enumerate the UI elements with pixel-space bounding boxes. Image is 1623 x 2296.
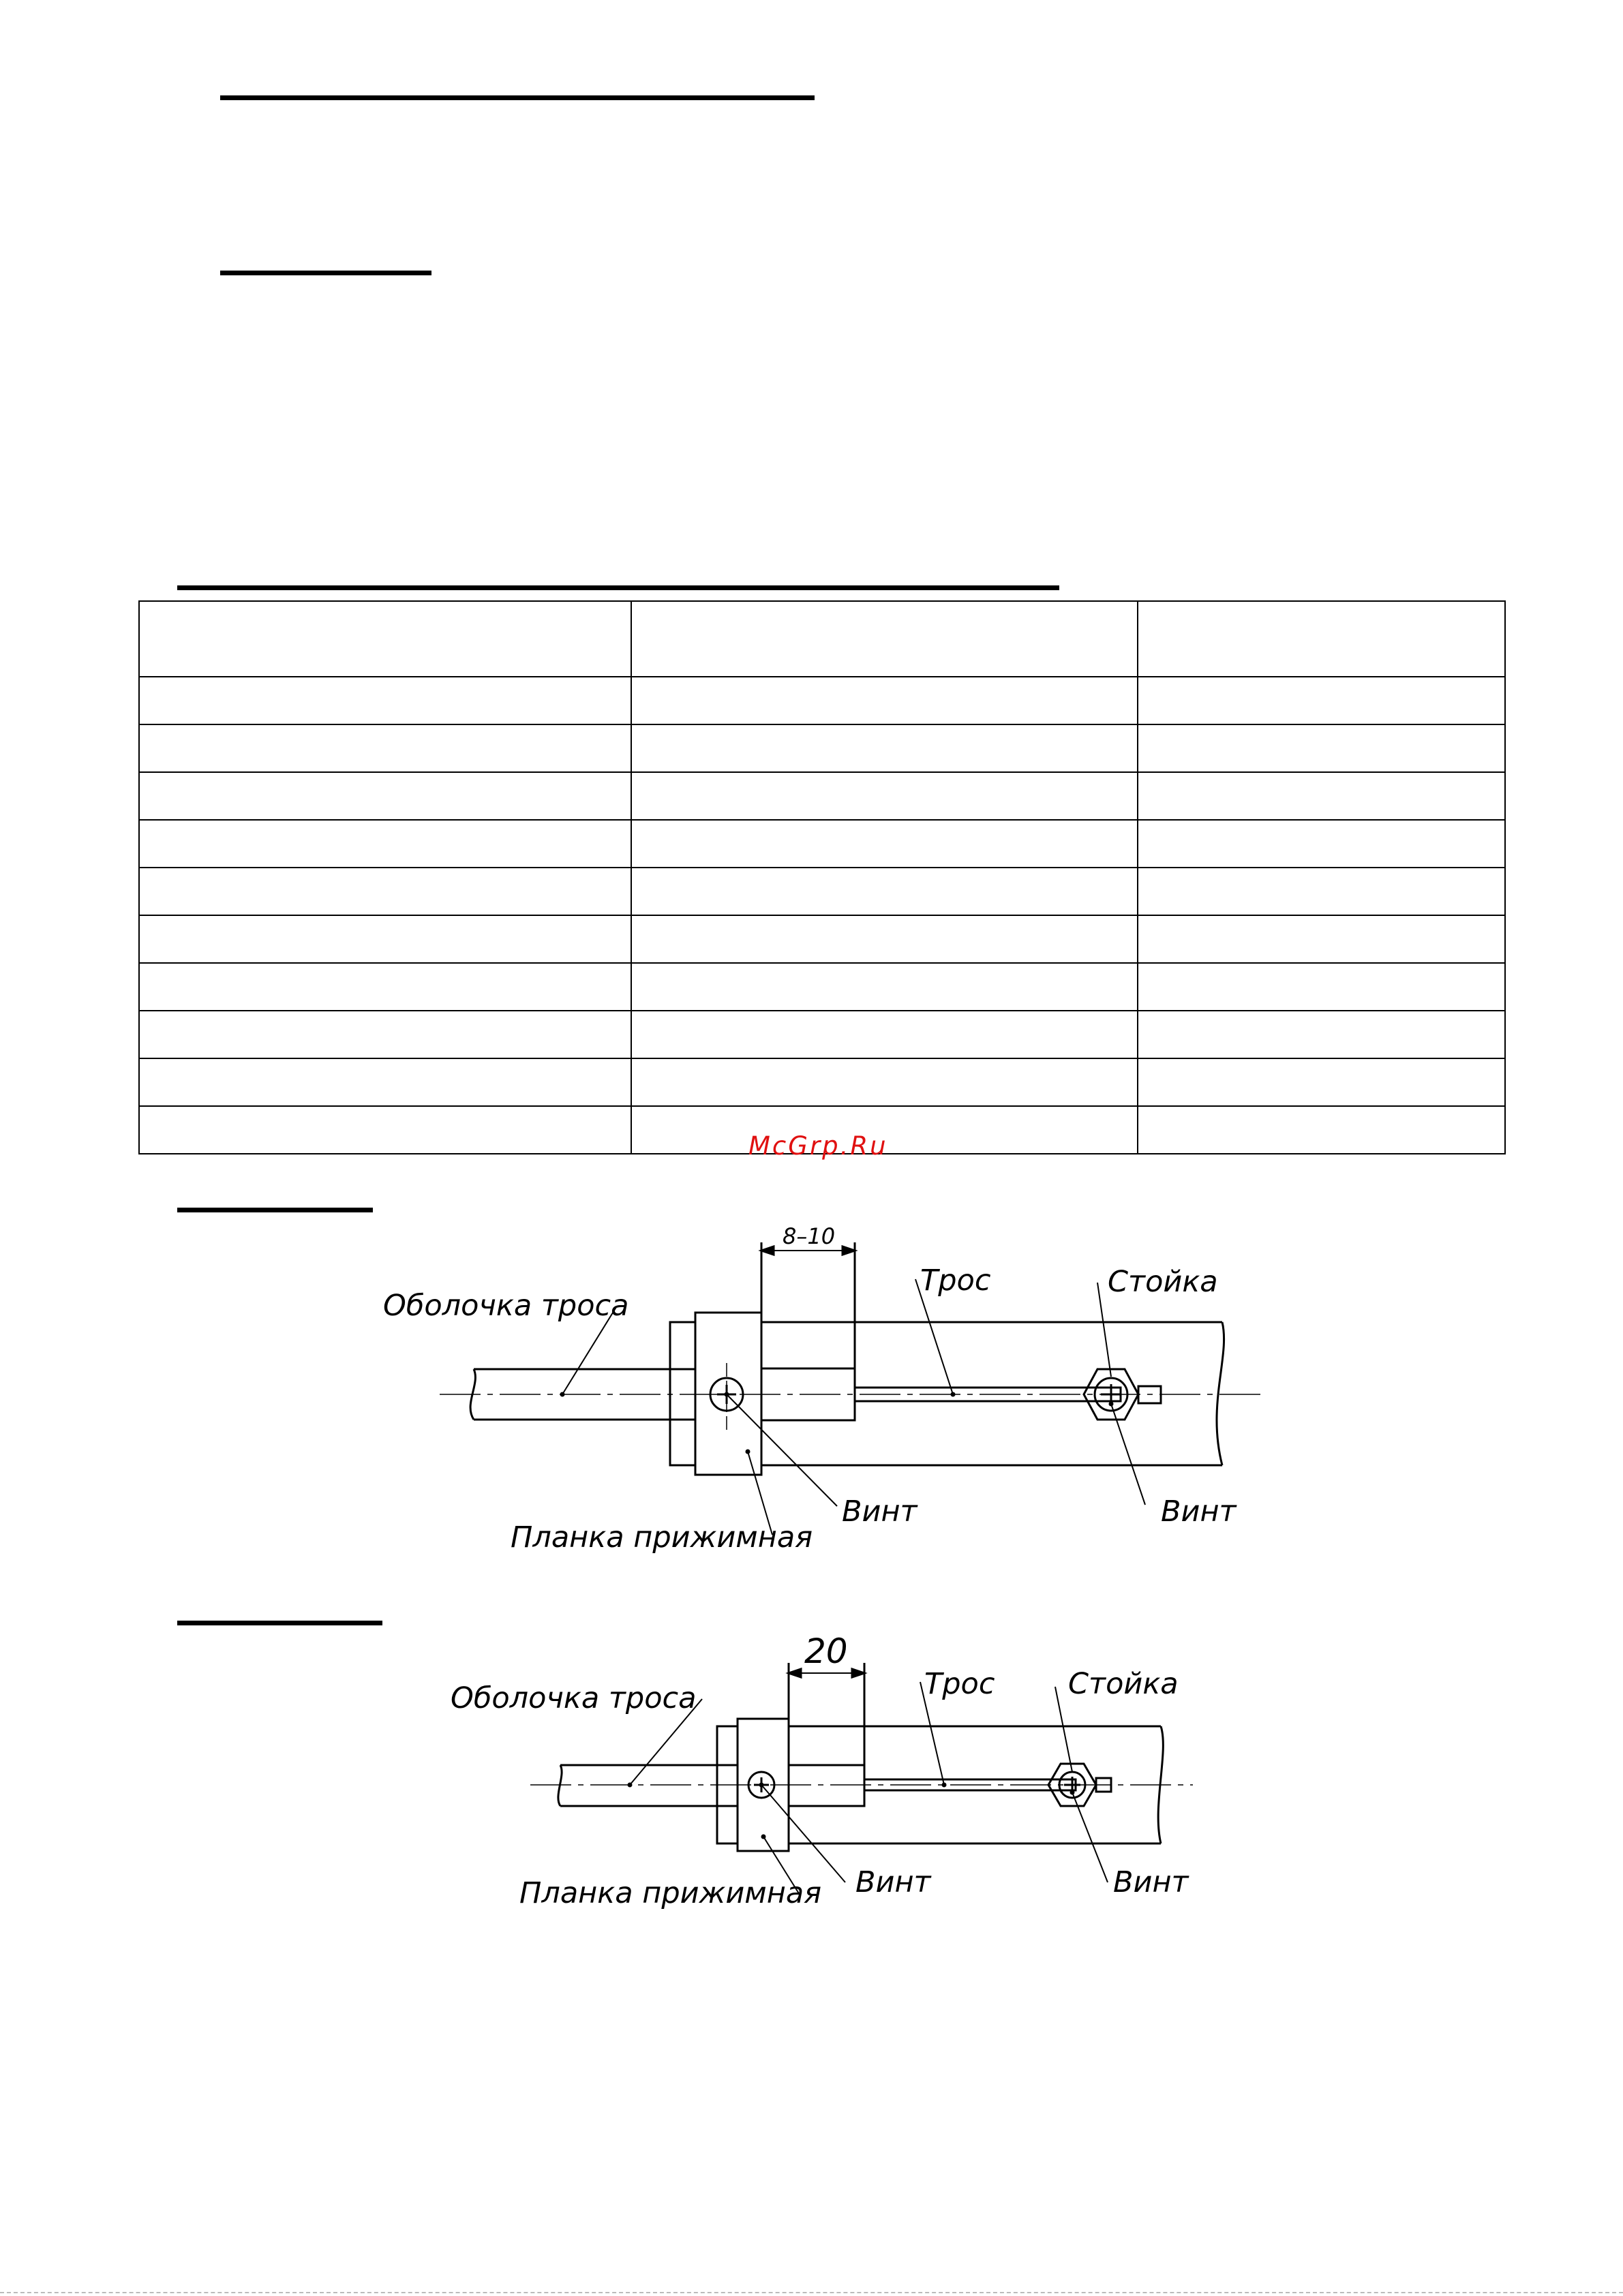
label-post: Стойка [1068,1667,1179,1701]
label-screw-post: Винт [1113,1865,1189,1899]
bracket-back [670,1322,695,1465]
dimension-8-10: 8–10 [783,1223,836,1249]
label-cable-sheath: Оболочка троса [383,1289,629,1323]
block [789,1765,864,1806]
label-screw-clamp: Винт [842,1495,917,1529]
label-screw-clamp: Винт [855,1865,931,1899]
page-bottom-edge [0,2292,1623,2293]
body [761,1322,1224,1465]
cable-sheath [558,1765,738,1806]
label-clamp-plate: Планка прижимная [519,1876,822,1910]
label-post: Стойка [1108,1265,1218,1299]
figure2-drawing [0,1567,1623,1949]
label-cable: Трос [920,1264,991,1298]
dimension-20: 20 [804,1632,848,1671]
label-cable: Трос [924,1667,995,1701]
watermark: McGrp.Ru [748,1131,888,1161]
label-cable-sheath: Оболочка троса [451,1681,697,1715]
label-clamp-plate: Планка прижимная [511,1520,813,1555]
label-screw-post: Винт [1161,1495,1237,1529]
